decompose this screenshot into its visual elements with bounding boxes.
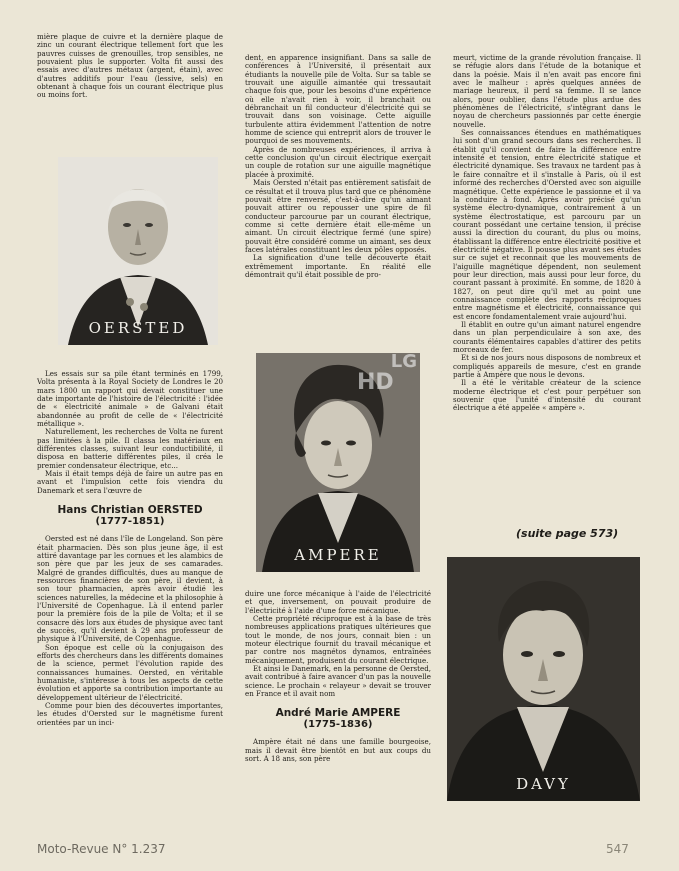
- column-2-bottom: [245, 590, 431, 764]
- watermark: [357, 352, 417, 410]
- paragraph: Cette propriété réciproque est à la base de très nombreuses applications pratiques ultérieures que tout le monde, de nos jours, connait bien : un moteur électrique fournit du travail mécanique et par contre nos magnétos dynamos, entraînées mécaniquement, produisent du courant électrique.: [245, 614, 431, 665]
- paragraph: Et ainsi le Danemark, en la personne de Oersted, avait contribué à faire avancer d'un pas la nouvelle science. Le prochain « relayeur » devait se trouver en France et il avait nom: [245, 664, 431, 699]
- davy-portrait: [447, 557, 640, 801]
- paragraph: Ses connaissances étendues en mathématiques lui sont d'un grand secours dans ses recherches. Il établit qu'il convient de faire la différence entre intensité et tension, entre électricité statique et électricité dynamique. Ses travaux ne tardent pas à le faire connaître et il s'installe à Paris, où il est informé des recherches d'Oersted avec son aiguille magnétique. Cette expérience le passionne et il va la conduire à fond. Après avoir précisé qu'un système électro-dynamique, contrairement à un système électrostatique, est parcouru par un courant possédant une certaine tension, il précise aussi la direction du courant, du plus ou moins, établissant la différence entre électricité positive et électricité négative. Il pousse plus avant ses études sur ce sujet et reconnait que les mouvements de l'aiguille magnétique dépendent, non seulement pour leur direction, mais aussi pour leur force, du courant passant à proximité. En somme, de 1820 à 1827, on peut dire qu'il met au point une connaissance complète des rapports réciproques entre magnétisme et électricité, connaissance qui est encore fondamentalement vraie aujourd'hui.: [453, 128, 641, 321]
- paragraph: meurt, victime de la grande révolution française. Il se réfugie alors dans l'étude de la botanique et dans la poésie. Mais il n'en avait pas encore fini avec le malheur : après quelques années de mariage heureux, il perd sa femme. Il se lance alors, pour oublier, dans l'étude plus ardue des phénomènes de l'électricité, s'intégrant dans le noyau de chercheurs passionnés par cette énergie nouvelle.: [453, 53, 641, 129]
- continuation-note: (suite page 573): [516, 527, 619, 540]
- paragraph: Oersted est né dans l'île de Longeland. Son père était pharmacien. Dès son plus jeune âge, il est attiré davantage par les cornues et les alambics de son père que par les jeux de ses camarades. Malgré de grandes difficultés, dues au manque de ressources financières de son père, il devient, à son tour pharmacien, après avoir étudié les sciences naturelles, la médecine et la philosophie à l'Université de Copenhague. Là il entend parler pour la première fois de la pile de Volta; et il se consacre dès lors aux études de physique avec tant de succès, qu'il devient à 29 ans professeur de physique à l'Université, de Copenhague.: [37, 534, 223, 644]
- paragraph: duire une force mécanique à l'aide de l'électricité et que, inversement, on pouvait produire de l'électricité à l'aide d'une force mécanique.: [245, 589, 431, 615]
- paragraph: Son époque est celle où la conjugaison des efforts des chercheurs dans les différents domaines de la science, permet l'évolution rapide des connaissances humaines. Oersted, en véritable humaniste, s'intéresse à tous les aspects de cette évolution et apporte sa contribution importante au développement ultérieur de l'électricité.: [37, 642, 223, 702]
- paragraph: Mais il était temps déjà de faire un autre pas en avant et l'impulsion cette fois viendra du Danemark et sera l'œuvre de: [37, 469, 223, 495]
- column-3: [453, 54, 641, 413]
- oersted-portrait-image: [58, 157, 218, 345]
- section-heading: André Marie AMPERE: [275, 707, 401, 720]
- column-1-bottom: [37, 370, 223, 727]
- section-heading-dates: (1775-1836): [303, 719, 373, 731]
- paragraph: Naturellement, les recherches de Volta ne furent pas limitées à la pile. Il classa les matériaux en différentes classes, suivant leur conductibilité, il disposa en batterie différentes piles, il créa le premier condensateur électrique, etc...: [37, 427, 223, 470]
- oersted-portrait: [58, 157, 218, 345]
- column-1-top: [37, 33, 223, 100]
- paragraph: Et si de nos jours nous disposons de nombreux et compliqués appareils de mesure, c'est en grande partie à Ampère que nous le devons.: [453, 353, 641, 380]
- paragraph: mière plaque de cuivre et la dernière plaque de zinc un courant électrique tellement fort que les pauvres cuisses de grenouilles, trop sensibles, ne pouvaient plus le supporter. Volta fit aussi des essais avec d'autres métaux (argent, étain), avec d'autres additifs pour l'eau (lessive, sels) en obtenant à chaque fois un courant électrique plus ou moins fort.: [37, 32, 223, 100]
- paragraph: Les essais sur sa pile étant terminés en 1799, Volta présenta à la Royal Society de Londres le 20 mars 1800 un rapport qui devait constituer une date importante de l'histoire de l'électricité : l'idée de « électricité animale » de Galvani était abandonnée au profit de celle de « l'électricité métallique ».: [37, 369, 223, 429]
- davy-portrait-image: [447, 557, 640, 801]
- paragraph: Après de nombreuses expériences, il arriva à cette conclusion qu'un circuit électrique exerçait un couple de rotation sur une aiguille magnétique placée à proximité.: [245, 144, 431, 179]
- portrait-caption: OERSTED: [88, 319, 188, 337]
- watermark-line: LG: [390, 351, 417, 372]
- footer-publication: Moto-Revue N° 1.237: [37, 842, 166, 856]
- paragraph: Il établit en outre qu'un aimant naturel engendre dans un plan perpendiculaire à son axe, des courants élémentaires capables d'attirer des petits morceaux de fer.: [453, 320, 641, 355]
- paragraph: Il a été le véritable créateur de la science moderne électrique et c'est pour perpétuer son souvenir que l'unité d'intensité du courant électrique a été appelée « ampère ».: [453, 378, 641, 413]
- section-heading-dates: (1777-1851): [95, 516, 165, 528]
- paragraph: La signification d'une telle découverte était extrêmement importante. En réalité elle démontrait qu'il était possible de pro-: [245, 253, 431, 279]
- paragraph: dent, en apparence insignifiant. Dans sa salle de conférences à l'Université, il présentait aux étudiants la nouvelle pile de Volta. Sur sa table se trouvait une aiguille aimantée qui tressautait chaque fois que, pour les besoins d'une expérience où elle n'avait rien à voir, il branchait ou débranchait un fil conducteur d'électricité qui se trouvait dans son voisinage. Cette aiguille turbulente attira évidemment l'attention de notre homme de science qui entreprit alors de trouver le pourquoi de ses mouvements.: [245, 53, 431, 146]
- paragraph: Mais Oersted n'était pas entièrement satisfait de ce résultat et il trouva plus tard que ce phénomène pouvait être renversé, c'est-à-dire qu'un aimant pouvait attirer ou repousser une spire de fil conducteur parcourue par un courant électrique, comme si cette dernière était elle-même un aimant. Un circuit électrique fermé (une spire) pouvait être considéré comme un aimant, ses deux faces latérales constituant les deux pôles opposés.: [245, 178, 431, 254]
- watermark-line: HD: [357, 370, 394, 395]
- page-number: 547: [606, 842, 629, 856]
- paragraph: Ampère était né dans une famille bourgeoise, mais il devait être bientôt en but aux coups du sort. A 18 ans, son père: [245, 737, 431, 764]
- paragraph: Comme pour bien des découvertes importantes, les études d'Oersted sur le magnétisme furent orientées par un inci-: [37, 701, 223, 727]
- portrait-caption: AMPERE: [294, 546, 382, 564]
- portrait-caption: DAVY: [516, 775, 571, 793]
- section-heading: Hans Christian OERSTED: [57, 504, 203, 517]
- column-2-top: [245, 54, 431, 279]
